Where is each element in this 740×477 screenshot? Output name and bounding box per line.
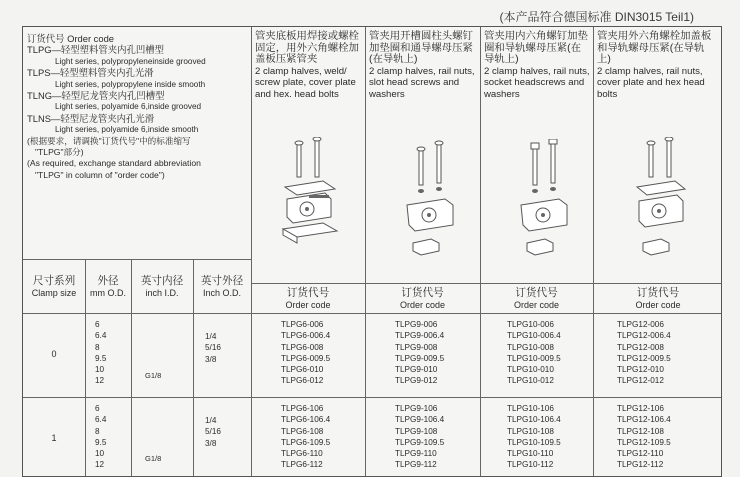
standard-note: (本产品符合德国标准 DIN3015 Teil1)	[499, 10, 694, 24]
divider	[251, 27, 252, 476]
clamp-with-socket-screws-illustration	[511, 139, 577, 267]
clamp-with-weld-plate-illustration	[275, 137, 345, 269]
id-inch-cell: G1/8	[145, 371, 162, 380]
header-cn: 订货代号	[401, 287, 444, 299]
od-inch-header	[193, 275, 251, 299]
divider	[23, 259, 251, 260]
order-code: TLPG10-009.5	[507, 353, 561, 363]
id-inch-header	[131, 275, 193, 299]
clamp-with-cover-plate-illustration	[627, 137, 693, 269]
order-code: TLPG12-110	[617, 449, 664, 459]
od-mm-cell	[95, 403, 106, 471]
column-desc-en: 2 clamp halves, rail nuts, slot head screws and washers	[369, 65, 475, 100]
header-en: Order code	[399, 300, 446, 310]
order-code: TLPG6-106	[281, 404, 324, 413]
order-code: TLPG6-008	[281, 342, 324, 352]
order-code: TLPG10-010	[507, 365, 554, 375]
order-code: TLPG6-010	[281, 365, 324, 375]
order-code-cell	[507, 403, 561, 471]
column-desc	[369, 31, 477, 100]
divider	[23, 397, 721, 398]
order-code: TLPG12-112	[617, 460, 664, 470]
order-code-header	[593, 287, 723, 311]
id-inch-cell: G1/8	[145, 454, 162, 463]
order-code: TLPG6-012	[281, 376, 324, 386]
order-code: TLPG6-112	[281, 460, 323, 470]
order-code: TLPG10-106.4	[507, 415, 561, 425]
legend-note: (根据要求，请调换"订货代号"中的标准缩写	[27, 135, 191, 146]
order-code-cell	[281, 403, 330, 471]
order-code: TLPG9-012	[395, 376, 438, 386]
order-code: TLPG9-010	[395, 365, 438, 375]
order-code: TLPG12-008	[617, 342, 664, 352]
column-desc-cn: 管夹用开槽圆柱头螺钉加垫圈和通导螺母压紧(在导轨上)	[369, 31, 473, 65]
order-code: TLPG9-006.4	[395, 331, 445, 341]
legend	[27, 33, 249, 181]
header-cn: 订货代号	[636, 287, 680, 299]
order-code: TLPG12-006.4	[617, 331, 671, 341]
legend-code: TLNG—轻型尼龙管夹内孔凹槽型	[27, 90, 165, 102]
order-code: TLPG9-109.5	[395, 437, 445, 447]
legend-code: TLPS—轻型塑料管夹内孔光滑	[27, 67, 154, 79]
column-desc	[255, 31, 363, 100]
column-desc	[484, 31, 590, 100]
order-code: TLPG9-110	[395, 449, 437, 459]
order-code: TLPG12-109.5	[617, 437, 671, 447]
column-desc	[597, 31, 717, 100]
column-desc-cn: 管夹底板用焊接或螺栓固定，用外六角螺栓加盖板压紧管夹	[255, 31, 359, 65]
clamp-size-cell: 0	[51, 349, 57, 359]
order-code: TLPG12-106	[617, 404, 664, 413]
order-code: TLPG6-109.5	[281, 437, 331, 447]
od-mm-value: 6	[95, 404, 100, 413]
od-mm-value: 12	[95, 376, 105, 386]
clamp-size-cell: 1	[51, 433, 57, 443]
header-cn: 订货代号	[515, 287, 558, 299]
column-desc-en: 2 clamp halves, rail nuts, socket headscrews and washers	[484, 65, 590, 100]
header-cn: 尺寸系列	[32, 275, 76, 287]
legend-title: 订货代号 Order code	[27, 33, 115, 44]
column-desc-en: 2 clamp halves, weld/ screw plate, cover plate and hex. head bolts	[255, 65, 356, 100]
header-cn: 订货代号	[286, 287, 330, 299]
od-mm-header	[85, 275, 131, 299]
od-mm-value: 9.5	[95, 437, 107, 447]
legend-desc: Light series, polypropyleneinside grooved	[55, 56, 206, 66]
divider	[593, 27, 594, 476]
header-en: mm O.D.	[90, 288, 126, 298]
order-code: TLPG12-108	[617, 426, 664, 436]
divider	[251, 283, 721, 284]
order-code-cell	[617, 319, 671, 387]
order-code: TLPG10-108	[507, 426, 554, 436]
header-en: inch I.D.	[145, 288, 179, 298]
od-mm-value: 8	[95, 426, 100, 436]
order-code-table	[22, 26, 722, 477]
order-code-header	[251, 287, 365, 311]
legend-desc: Light series, polyamide 6,inside grooved	[55, 102, 202, 112]
legend-code: TLPG—轻型塑料管夹内孔凹槽型	[27, 44, 164, 56]
order-code-header	[480, 287, 593, 311]
od-inch-value: 1/4	[205, 332, 217, 341]
header-cn: 英寸内径	[140, 275, 184, 287]
od-mm-value: 10	[95, 365, 105, 375]
order-code: TLPG10-106	[507, 404, 554, 413]
header-cn: 外径	[97, 275, 119, 287]
od-inch-cell	[205, 331, 221, 365]
header-en: Clamp size	[31, 288, 77, 298]
header-en: Order code	[635, 300, 681, 310]
od-inch-value: 1/4	[205, 416, 217, 425]
order-code-cell	[395, 403, 444, 471]
od-inch-cell	[205, 415, 221, 449]
order-code: TLPG9-008	[395, 342, 438, 352]
order-code: TLPG6-106.4	[281, 415, 331, 425]
od-mm-value: 6.4	[95, 331, 107, 341]
clamp-with-slot-screws-illustration	[397, 139, 463, 267]
header-en: Order code	[513, 300, 560, 310]
divider	[365, 27, 366, 476]
divider	[23, 313, 721, 314]
order-code: TLPG10-006.4	[507, 331, 561, 341]
od-mm-cell	[95, 319, 106, 387]
order-code: TLPG12-106.4	[617, 415, 671, 425]
header-en: Order code	[285, 300, 331, 310]
od-mm-value: 6	[95, 320, 100, 329]
order-code: TLPG9-106	[395, 404, 438, 413]
od-inch-value: 3/8	[205, 438, 217, 448]
order-code-cell	[617, 403, 671, 471]
order-code-cell	[395, 319, 444, 387]
order-code-header	[365, 287, 480, 311]
column-desc-cn: 管夹用内六角螺钉加垫圈和导轨螺母压紧(在导轨上)	[484, 31, 588, 65]
order-code: TLPG9-009.5	[395, 353, 445, 363]
order-code: TLPG9-112	[395, 460, 437, 470]
order-code: TLPG6-110	[281, 449, 323, 459]
order-code: TLPG10-006	[507, 320, 554, 329]
order-code: TLPG12-012	[617, 376, 664, 386]
od-mm-value: 9.5	[95, 353, 107, 363]
order-code: TLPG10-012	[507, 376, 554, 386]
order-code: TLPG6-009.5	[281, 353, 331, 363]
od-inch-value: 3/8	[205, 354, 217, 364]
od-inch-value: 5/16	[205, 343, 221, 353]
order-code: TLPG6-108	[281, 426, 324, 436]
header-en: Inch O.D.	[202, 288, 241, 298]
column-desc-en: 2 clamp halves, rail nuts, cover plate and hex head bolts	[597, 65, 705, 100]
order-code: TLPG6-006	[281, 320, 324, 329]
clamp-size-header	[23, 275, 85, 299]
order-code: TLPG10-008	[507, 342, 554, 352]
order-code: TLPG12-006	[617, 320, 664, 329]
column-desc-cn: 管夹用外六角螺栓加盖板和导轨螺母压紧(在导轨上)	[597, 31, 712, 65]
order-code: TLPG10-112	[507, 460, 554, 470]
legend-note: "TLPG" in column of "order code")	[35, 169, 165, 180]
order-code: TLPG12-010	[617, 365, 664, 375]
od-mm-value: 12	[95, 460, 105, 470]
order-code: TLPG9-106.4	[395, 415, 445, 425]
od-mm-value: 10	[95, 449, 105, 459]
order-code: TLPG10-110	[507, 449, 554, 459]
legend-note: "TLPG"部分)	[35, 147, 84, 158]
order-code: TLPG9-006	[395, 320, 438, 329]
od-inch-value: 5/16	[205, 427, 221, 437]
legend-desc: Light series, polypropylene inside smooth	[55, 79, 206, 89]
order-code-cell	[507, 319, 561, 387]
header-cn: 英寸外径	[200, 275, 244, 287]
order-code-cell	[281, 319, 330, 387]
divider	[480, 27, 481, 476]
legend-code: TLNS—轻型尼龙管夹内孔光滑	[27, 112, 155, 124]
order-code: TLPG12-009.5	[617, 353, 671, 363]
od-mm-value: 6.4	[95, 415, 107, 425]
legend-desc: Light series, polyamide 6,inside smooth	[55, 125, 199, 135]
order-code: TLPG10-109.5	[507, 437, 561, 447]
od-mm-value: 8	[95, 342, 100, 352]
legend-note: (As required, exchange standard abbreviation	[27, 158, 201, 169]
order-code: TLPG6-006.4	[281, 331, 331, 341]
order-code: TLPG9-108	[395, 426, 438, 436]
